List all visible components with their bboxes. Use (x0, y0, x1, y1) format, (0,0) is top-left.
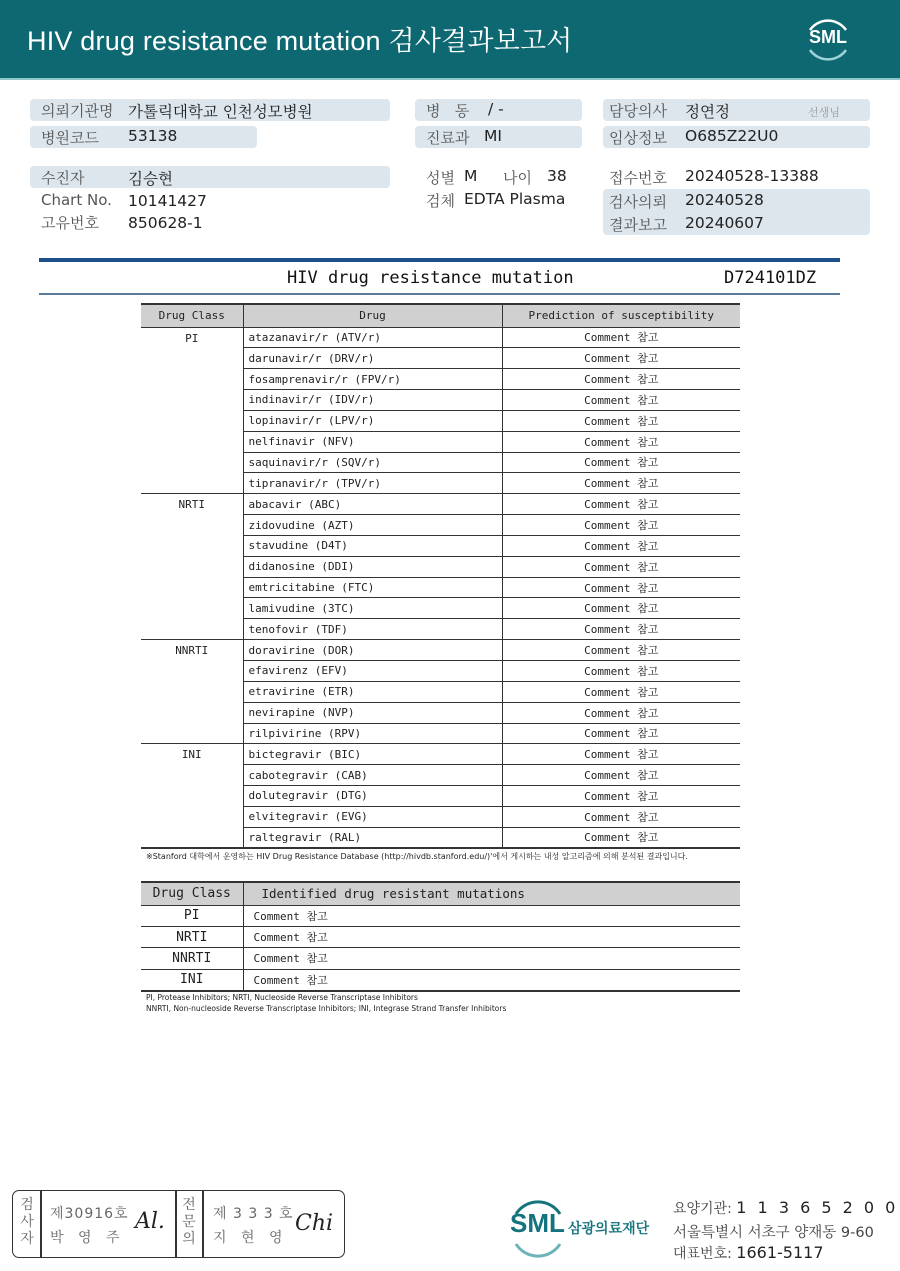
abbreviation-line: PI, Protease Inhibitors; NRTI, Nucleoside Reverse Transcriptase Inhibitors (146, 993, 418, 1002)
drug-cell: atazanavir/r (ATV/r) (243, 327, 502, 348)
report-date-label: 결과보고 (609, 216, 667, 234)
table-header-row (141, 882, 740, 905)
table-row (141, 905, 740, 926)
doctor-label: 담당의사 (609, 102, 667, 120)
drug-cell: nevirapine (NVP) (243, 702, 502, 723)
mutations-table (141, 881, 740, 992)
specimen-label: 검체 (426, 192, 455, 210)
prediction-cell: Comment 참고 (502, 452, 740, 473)
institution-code-label: 요양기관: (673, 1201, 732, 1217)
header-drug-class: Drug Class (141, 304, 243, 327)
prediction-cell: Comment 참고 (502, 327, 740, 348)
signature-box (12, 1190, 345, 1258)
prediction-cell: Comment 참고 (502, 619, 740, 640)
prediction-cell: Comment 참고 (502, 535, 740, 556)
specialist-role: 전문의 (182, 1197, 196, 1247)
phone-number (673, 1243, 824, 1263)
chart-no-value: 10141427 (128, 192, 207, 210)
header-mutations: Identified drug resistant mutations (243, 882, 740, 905)
drug-cell: doravirine (DOR) (243, 640, 502, 661)
examiner-role: 검사자 (20, 1197, 34, 1247)
examiner-role-label (17, 1197, 37, 1248)
header-drug: Drug (243, 304, 502, 327)
department-value: MI (484, 127, 502, 145)
prediction-cell: Comment 참고 (502, 556, 740, 577)
header-drug-class: Drug Class (141, 882, 243, 905)
prediction-cell: Comment 참고 (502, 681, 740, 702)
drug-cell: etravirine (ETR) (243, 681, 502, 702)
clinical-info-label: 임상정보 (609, 129, 667, 147)
sml-logo-icon (800, 10, 856, 68)
specimen-value: EDTA Plasma (464, 190, 566, 208)
table-row (141, 494, 740, 515)
prediction-cell: Comment 참고 (502, 598, 740, 619)
prediction-cell: Comment 참고 (502, 786, 740, 807)
age-value: 38 (547, 167, 567, 185)
section-bottom-rule (39, 293, 840, 295)
prediction-cell: Comment 참고 (502, 369, 740, 390)
drug-class-cell: NNRTI (141, 640, 243, 744)
report-code: D724101DZ (724, 268, 817, 288)
table-row (141, 969, 740, 990)
drug-cell: lopinavir/r (LPV/r) (243, 410, 502, 431)
drug-cell: nelfinavir (NFV) (243, 431, 502, 452)
drug-cell: tipranavir/r (TPV/r) (243, 473, 502, 494)
unique-no-label: 고유번호 (41, 214, 99, 232)
mutations-cell: Comment 참고 (243, 948, 740, 969)
drug-cell: didanosine (DDI) (243, 556, 502, 577)
signature-divider (40, 1191, 42, 1257)
drug-class-cell: NRTI (141, 494, 243, 640)
table-row (141, 926, 740, 947)
drug-cell: raltegravir (RAL) (243, 827, 502, 848)
drug-cell: indinavir/r (IDV/r) (243, 390, 502, 411)
drug-class-cell: NNRTI (141, 948, 243, 969)
drug-cell: zidovudine (AZT) (243, 515, 502, 536)
abbreviations-footnote (146, 992, 506, 1014)
phone-label: 대표번호: (673, 1246, 732, 1262)
prediction-cell: Comment 참고 (502, 806, 740, 827)
drug-cell: abacavir (ABC) (243, 494, 502, 515)
drug-class-cell: INI (141, 744, 243, 848)
drug-class-cell: INI (141, 969, 243, 990)
age-label: 나이 (503, 169, 532, 187)
table-row (141, 640, 740, 661)
mutations-cell: Comment 참고 (243, 969, 740, 990)
drug-cell: efavirenz (EFV) (243, 661, 502, 682)
drug-class-cell: NRTI (141, 926, 243, 947)
report-date-value: 20240607 (685, 214, 764, 232)
examiner-name: 박 영 주 (50, 1230, 121, 1246)
table-row (141, 948, 740, 969)
foundation-address: 서울특별시 서초구 양재동 9-60 (673, 1225, 874, 1241)
request-date-value: 20240528 (685, 191, 764, 209)
prediction-cell: Comment 참고 (502, 765, 740, 786)
drug-cell: darunavir/r (DRV/r) (243, 348, 502, 369)
hospital-code-value: 53138 (128, 127, 178, 145)
clinical-info-value: O685Z22U0 (685, 127, 779, 145)
drug-cell: rilpivirine (RPV) (243, 723, 502, 744)
signature-divider (202, 1191, 204, 1257)
report-section-title: HIV drug resistance mutation (287, 268, 574, 288)
sml-foot-mark: SML (510, 1208, 565, 1238)
abbreviation-line: NNRTI, Non-nucleoside Reverse Transcriptase Inhibitors; INI, Integrase Strand Transfer Inhibitors (146, 1004, 507, 1013)
prediction-cell: Comment 참고 (502, 515, 740, 536)
header-logo-text: SML (809, 27, 847, 47)
prediction-cell: Comment 참고 (502, 473, 740, 494)
prediction-cell: Comment 참고 (502, 827, 740, 848)
header-prediction: Prediction of susceptibility (502, 304, 740, 327)
prediction-cell: Comment 참고 (502, 390, 740, 411)
prediction-cell: Comment 참고 (502, 640, 740, 661)
institution-label: 의뢰기관명 (41, 102, 114, 120)
unique-no-value: 850628-1 (128, 214, 203, 232)
section-top-rule (39, 258, 840, 262)
prediction-cell: Comment 참고 (502, 702, 740, 723)
sex-value: M (464, 167, 478, 185)
specialist-signature: Chi (295, 1211, 334, 1236)
ward-label: 병 동 (426, 102, 470, 120)
examiner-signature: Al. (135, 1209, 165, 1234)
department-label: 진료과 (426, 129, 470, 147)
foundation-name: 삼광의료재단 (568, 1221, 650, 1237)
ward-value: / - (488, 100, 504, 118)
prediction-cell: Comment 참고 (502, 348, 740, 369)
drug-cell: dolutegravir (DTG) (243, 786, 502, 807)
patient-name-value: 김승현 (128, 170, 173, 188)
phone-value: 1661-5117 (736, 1243, 824, 1262)
prediction-cell: Comment 참고 (502, 744, 740, 765)
header-divider (0, 78, 900, 80)
drug-cell: elvitegravir (EVG) (243, 806, 502, 827)
institution-value: 가톨릭대학교 인천성모병원 (128, 103, 313, 121)
susceptibility-table (141, 303, 740, 849)
chart-no-label: Chart No. (41, 191, 112, 209)
table-header-row (141, 304, 740, 327)
prediction-cell: Comment 참고 (502, 577, 740, 598)
patient-name-label: 수진자 (41, 169, 85, 187)
prediction-cell: Comment 참고 (502, 723, 740, 744)
mutations-cell: Comment 참고 (243, 905, 740, 926)
institution-code-value: 1 1 3 6 5 2 0 0 (736, 1198, 899, 1217)
prediction-cell: Comment 참고 (502, 494, 740, 515)
prediction-cell: Comment 참고 (502, 410, 740, 431)
doctor-value: 정연정 (685, 103, 730, 121)
sex-label: 성별 (426, 169, 455, 187)
report-header (0, 0, 900, 78)
drug-cell: bictegravir (BIC) (243, 744, 502, 765)
receipt-no-value: 20240528-13388 (685, 167, 819, 185)
drug-cell: saquinavir/r (SQV/r) (243, 452, 502, 473)
specialist-license: 제 3 3 3 호 (213, 1206, 294, 1222)
report-header-title: HIV drug resistance mutation 검사결과보고서 (27, 26, 573, 56)
institution-code (673, 1198, 898, 1218)
request-date-label: 검사의뢰 (609, 193, 667, 211)
prediction-cell: Comment 참고 (502, 431, 740, 452)
drug-class-cell: PI (141, 905, 243, 926)
drug-cell: lamivudine (3TC) (243, 598, 502, 619)
examiner-license: 제30916호 (50, 1206, 129, 1222)
mutations-cell: Comment 참고 (243, 926, 740, 947)
hospital-code-label: 병원코드 (41, 129, 99, 147)
prediction-cell: Comment 참고 (502, 661, 740, 682)
specialist-name: 지 현 영 (213, 1230, 284, 1246)
specialist-role-label (179, 1197, 199, 1248)
drug-cell: fosamprenavir/r (FPV/r) (243, 369, 502, 390)
drug-cell: tenofovir (TDF) (243, 619, 502, 640)
stanford-footnote: ※Stanford 대학에서 운영하는 HIV Drug Resistance Database (http://hivdb.stanford.edu/)'에서 게시하는 내성 알고리즘에 의해 분석된 결과입니다. (146, 852, 688, 861)
sml-foundation-logo (510, 1198, 660, 1258)
drug-cell: cabotegravir (CAB) (243, 765, 502, 786)
receipt-no-label: 접수번호 (609, 169, 667, 187)
signature-divider (175, 1191, 177, 1257)
drug-cell: stavudine (D4T) (243, 535, 502, 556)
table-row (141, 327, 740, 348)
doctor-suffix: 선생님 (808, 106, 840, 119)
drug-class-cell: PI (141, 327, 243, 494)
drug-cell: emtricitabine (FTC) (243, 577, 502, 598)
table-row (141, 744, 740, 765)
